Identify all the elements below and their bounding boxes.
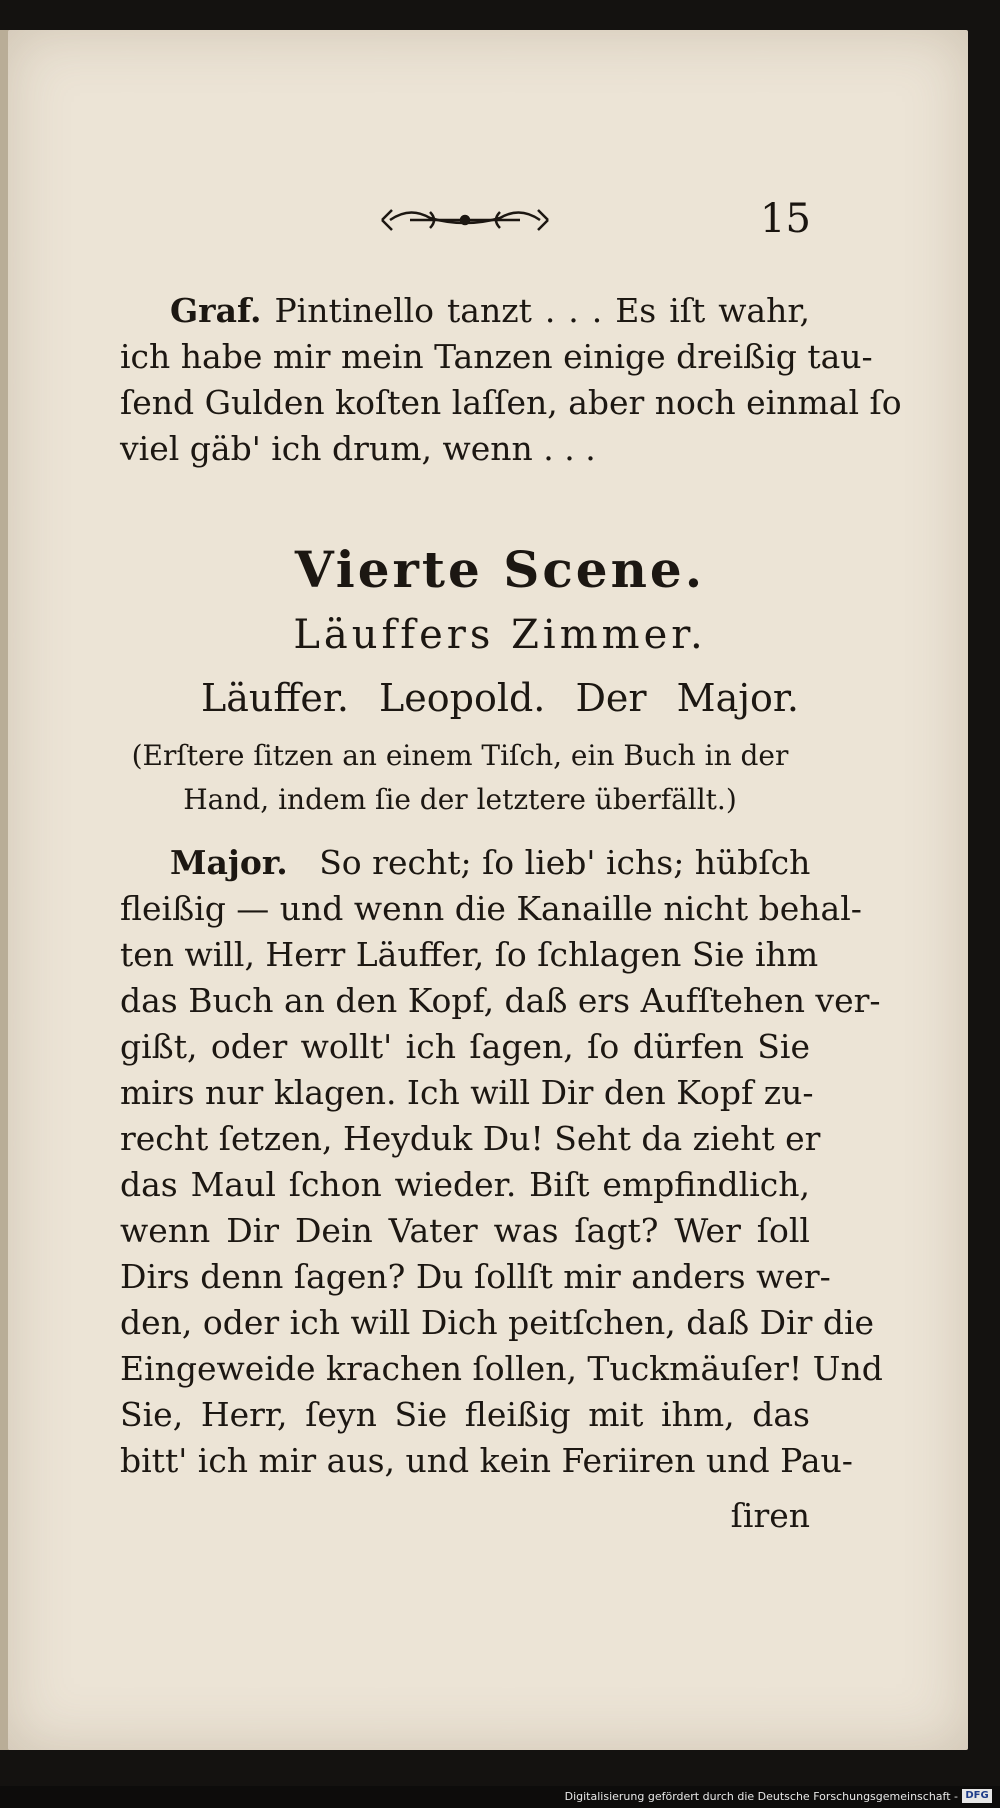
speech-line: gißt, oder wollt' ich ſagen, ſo dürfen Sie: [120, 1027, 810, 1066]
catchword: ſiren: [730, 1496, 810, 1535]
stage-direction-line: Hand, indem ſie der letztere überfällt.): [183, 783, 737, 816]
stage-direction: [110, 734, 810, 822]
speech-line: Dirs denn ſagen? Du ſollſt mir anders wer-: [120, 1257, 831, 1296]
header-ornament-icon: [370, 192, 560, 248]
scene-location: Läuffers Zimmer.: [293, 612, 707, 658]
speech-line: ſend Gulden koſten laſſen, aber noch einmal ſo: [120, 383, 902, 422]
speaker-name: Graf.: [170, 291, 262, 330]
speech-text: Pintinello tanzt . . . Es iſt wahr,: [274, 291, 811, 330]
speech-major: [120, 840, 883, 1484]
scene-title: Vierte Scene.: [294, 540, 706, 599]
speech-line: den, oder ich will Dich peitſchen, daß Dir die: [120, 1303, 875, 1342]
speech-line: fleißig — und wenn die Kanaille nicht behal-: [120, 889, 862, 928]
speech-line: recht ſetzen, Heyduk Du! Seht da zieht er: [120, 1119, 821, 1158]
speech-line: ten will, Herr Läuffer, ſo ſchlagen Sie ihm: [120, 935, 819, 974]
page-number: 15: [760, 196, 811, 242]
dfg-logo-icon: DFG: [962, 1789, 992, 1803]
speech-line: mirs nur klagen. Ich will Dir den Kopf zu-: [120, 1073, 814, 1112]
speech-graf: [120, 288, 902, 472]
stage-direction-line: (Erſtere ſitzen an einem Tiſch, ein Buch in der: [131, 739, 789, 772]
speech-line: wenn Dir Dein Vater was ſagt? Wer ſoll: [120, 1211, 810, 1250]
scene-cast: Läuffer. Leopold. Der Major.: [201, 676, 799, 720]
speech-line: [120, 288, 810, 334]
speech-line: viel gäb' ich drum, wenn . . .: [120, 429, 596, 468]
speech-line: ich habe mir mein Tanzen einige dreißig tau-: [120, 337, 873, 376]
speech-line: Sie, Herr, ſeyn Sie fleißig mit ihm, das: [120, 1395, 810, 1434]
speaker-name: Major.: [170, 843, 288, 882]
speech-line: das Buch an den Kopf, daß ers Aufſtehen ver-: [120, 981, 881, 1020]
speech-text: So recht; ſo lieb' ichs; hübſch: [319, 843, 811, 882]
speech-line: [120, 840, 810, 886]
speech-line: bitt' ich mir aus, und kein Feriiren und Pau-: [120, 1441, 853, 1480]
speech-line: Eingeweide krachen ſollen, Tuckmäuſer! Und: [120, 1349, 883, 1388]
digitization-credit: Digitalisierung gefördert durch die Deutsche Forschungsgemeinschaft -: [564, 1790, 958, 1803]
speech-line: das Maul ſchon wieder. Biſt empfindlich,: [120, 1165, 810, 1204]
